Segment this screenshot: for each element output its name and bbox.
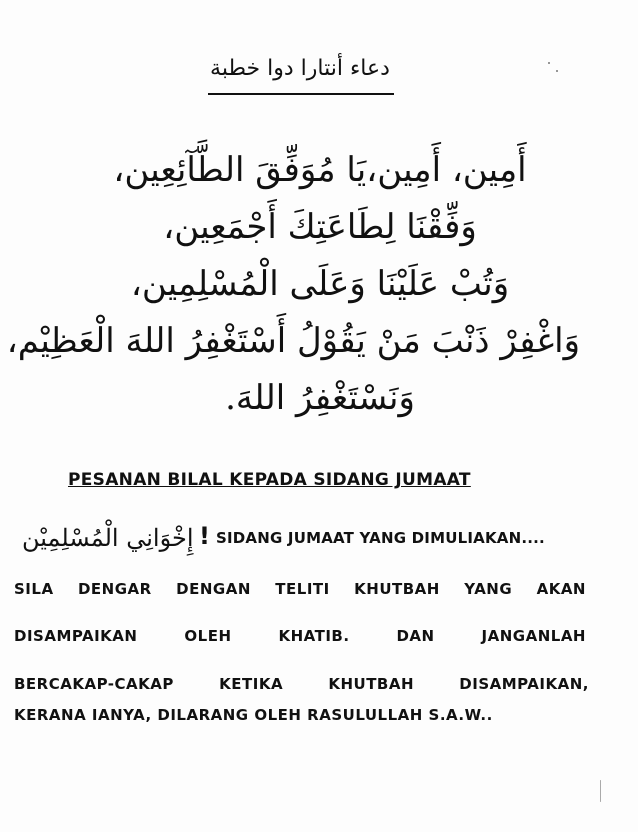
- address-line: [22, 520, 622, 560]
- word: JANGANLAH: [481, 627, 586, 645]
- address-exclamation: !: [199, 522, 210, 550]
- section-heading: PESANAN BILAL KEPADA SIDANG JUMAAT: [68, 470, 471, 490]
- word: KETIKA: [219, 675, 284, 693]
- address-text: SIDANG JUMAAT YANG DIMULIAKAN....: [216, 529, 545, 547]
- body-line-4: KERANA IANYA, DILARANG OLEH RASULULLAH S.A.W..: [14, 706, 493, 724]
- word: AKAN: [536, 580, 586, 598]
- word: DAN: [396, 627, 435, 645]
- title-underline: [208, 93, 394, 95]
- body-line-3: [14, 675, 589, 693]
- doa-line-5: وَنَسْتَغْفِرُ اللهَ.: [225, 378, 415, 418]
- word: KHUTBAH: [328, 675, 415, 693]
- address-arabic: إِخْوَانِي الْمُسْلِمِيْن: [22, 524, 194, 552]
- doa-line-3: وَتُبْ عَلَيْنَا وَعَلَى الْمُسْلِمِين،: [130, 264, 510, 304]
- word: TELITI: [275, 580, 330, 598]
- doa-line-4: وَاغْفِرْ ذَنْبَ مَنْ يَقُوْلُ أَسْتَغْفِرُ اللهَ الْعَظِيْم،: [6, 321, 580, 361]
- scan-speck: [548, 62, 550, 64]
- word: DENGAR: [77, 580, 152, 598]
- scan-speck: [556, 70, 558, 72]
- word: SILA: [14, 580, 54, 598]
- doa-title: دعاء أنتارا دوا خطبة: [210, 56, 390, 81]
- word: DISAMPAIKAN: [14, 627, 138, 645]
- doa-text: [6, 142, 580, 427]
- body-line-1: [14, 580, 586, 598]
- word: YANG: [464, 580, 513, 598]
- body-line-2: [14, 627, 586, 645]
- word: KHATIB.: [278, 627, 350, 645]
- word: KHUTBAH: [354, 580, 440, 598]
- word: BERCAKAP-CAKAP: [14, 675, 174, 693]
- word: DISAMPAIKAN,: [459, 675, 589, 693]
- word: DENGAN: [176, 580, 251, 598]
- doa-line-1: أَمِين، أَمِين،يَا مُوَفِّقَ الطَّآئِعِين،: [113, 150, 527, 190]
- word: OLEH: [184, 627, 232, 645]
- scan-mark: [600, 780, 601, 802]
- doa-line-2: وَفِّقْنَا لِطَاعَتِكَ أَجْمَعِين،: [163, 207, 477, 247]
